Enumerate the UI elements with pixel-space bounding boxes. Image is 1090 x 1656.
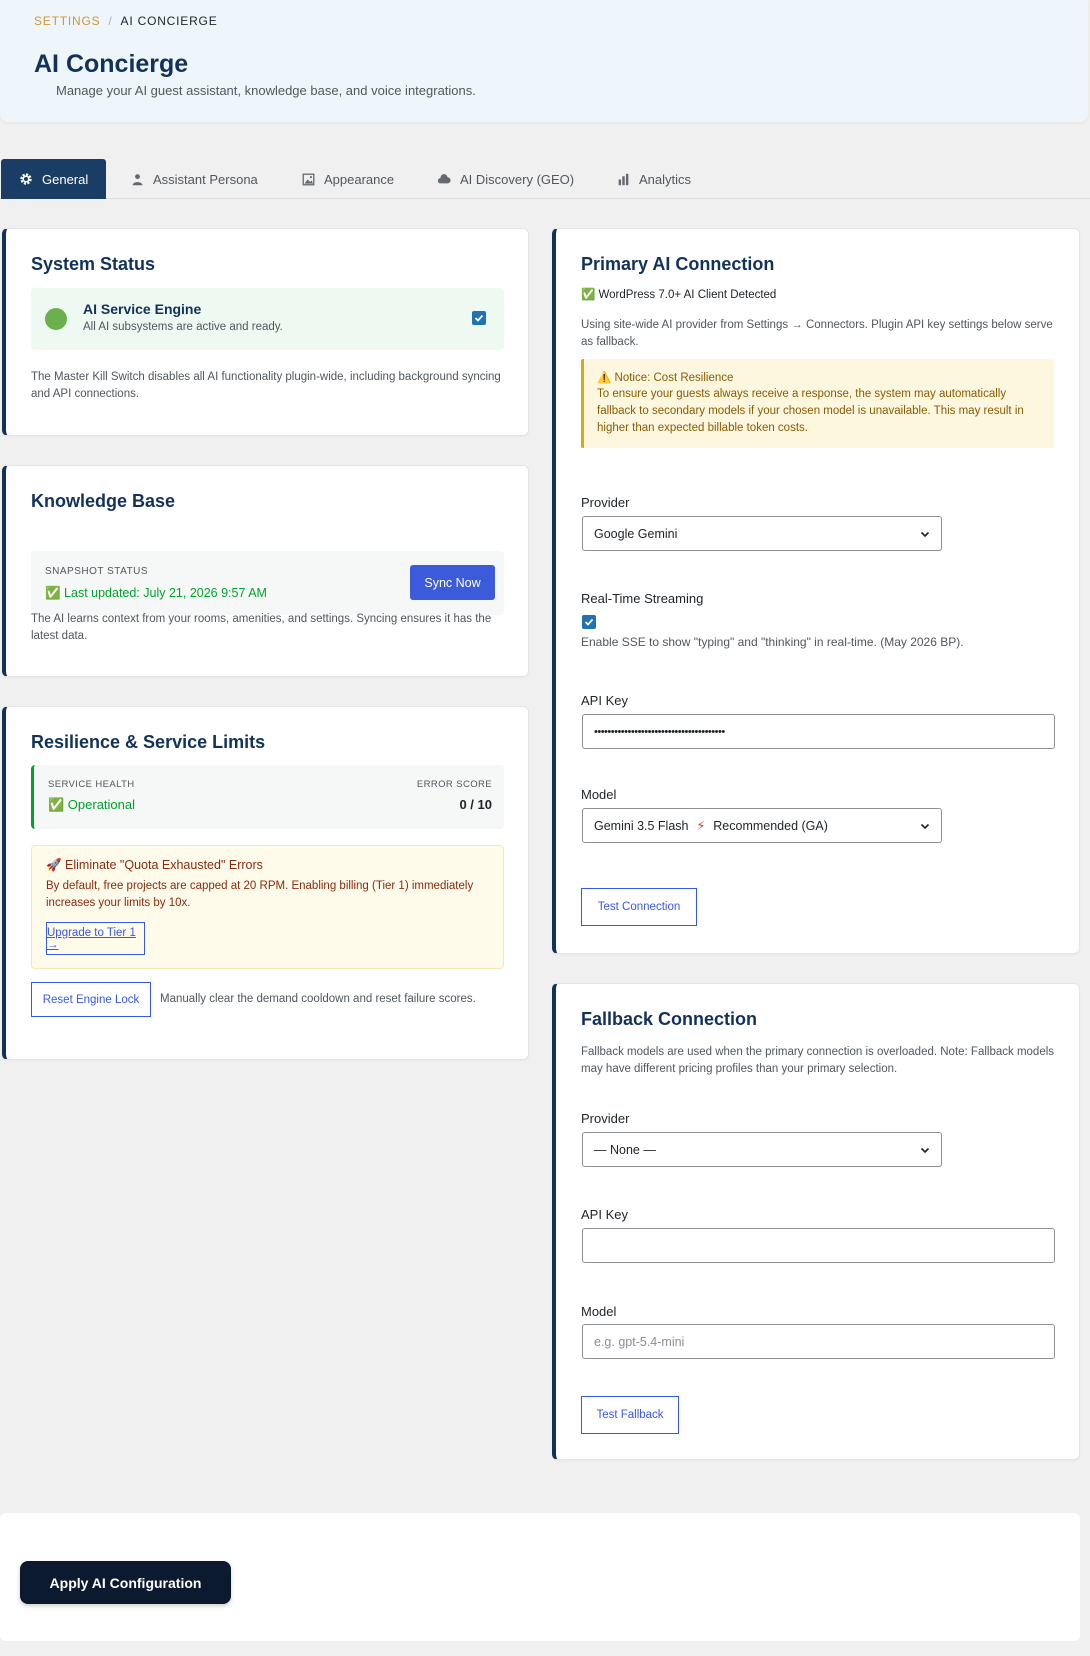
engine-status-box	[31, 288, 504, 350]
bar-chart-icon	[616, 172, 630, 186]
test-connection-button[interactable]: Test Connection	[581, 888, 697, 926]
fallback-api-key-input[interactable]	[582, 1228, 1055, 1263]
tab-label: Analytics	[639, 171, 692, 187]
quota-description: By default, free projects are capped at 20 RPM. Enabling billing (Tier 1) immediately increases your limits by 10x.	[46, 880, 474, 909]
streaming-description: Enable SSE to show "typing" and "thinking" in real-time. (May 2026 BP).	[581, 635, 964, 649]
card-title: Resilience & Service Limits	[31, 732, 266, 752]
model-select[interactable]	[582, 808, 942, 843]
model-selected-value: Gemini 3.5 Flash	[594, 818, 689, 833]
fallback-api-key-label: API Key	[581, 1207, 628, 1222]
chevron-down-icon	[919, 1144, 931, 1156]
streaming-label: Real-Time Streaming	[581, 591, 704, 606]
fallback-model-input[interactable]: e.g. gpt-5.4-mini	[582, 1324, 1055, 1359]
notice-body: To ensure your guests always receive a response, the system may automatically fallback to secondary models if your chosen model is unavailable. This may result in higher than expected billable token costs.	[597, 388, 1024, 434]
fallback-model-label: Model	[581, 1304, 617, 1319]
fallback-provider-value: — None —	[594, 1142, 656, 1157]
breadcrumb-current: AI CONCIERGE	[120, 14, 218, 28]
kill-switch-checkbox[interactable]	[472, 311, 486, 325]
knowledge-note: The AI learns context from your rooms, amenities, and settings. Syncing ensures it has the latest data.	[31, 613, 492, 642]
engine-description: All AI subsystems are active and ready.	[83, 321, 283, 333]
page-header	[0, 0, 1088, 122]
person-icon	[130, 172, 144, 186]
provider-select[interactable]	[582, 516, 942, 551]
gear-icon	[19, 172, 33, 186]
engine-name: AI Service Engine	[83, 301, 202, 317]
test-fallback-button[interactable]: Test Fallback	[581, 1396, 679, 1434]
breadcrumb-settings[interactable]: SETTINGS	[34, 14, 101, 28]
kill-switch-note: The Master Kill Switch disables all AI functionality plugin-wide, including background syncing and API connections.	[31, 371, 501, 400]
resilience-card	[2, 706, 529, 1060]
checkmark-icon	[584, 617, 594, 627]
provider-label: Provider	[581, 495, 630, 510]
reset-engine-lock-button[interactable]: Reset Engine Lock	[31, 982, 151, 1017]
fallback-note: Fallback models are used when the primary connection is overloaded. Note: Fallback models may have different pricing profiles than your primary selection.	[581, 1046, 1055, 1075]
card-title: Knowledge Base	[31, 491, 176, 511]
tab-assistant-persona[interactable]	[130, 159, 258, 199]
model-label: Model	[581, 787, 617, 802]
checkmark-icon	[474, 313, 484, 323]
ai-client-detected: ✅ WordPress 7.0+ AI Client Detected	[581, 289, 777, 301]
sync-now-button[interactable]: Sync Now	[410, 565, 495, 600]
service-health-value: ✅ Operational	[48, 797, 136, 812]
snapshot-value: ✅ Last updated: July 21, 2026 9:57 AM	[45, 586, 267, 600]
cost-resilience-notice	[581, 359, 1054, 448]
page-subtitle: Manage your AI guest assistant, knowledge base, and voice integrations.	[56, 83, 476, 98]
tab-general[interactable]	[1, 159, 106, 199]
status-indicator-dot	[45, 308, 67, 330]
tab-analytics[interactable]	[616, 159, 691, 199]
tab-label: Appearance	[324, 171, 395, 187]
card-title: System Status	[31, 254, 156, 274]
card-title: Fallback Connection	[581, 1009, 758, 1029]
fallback-provider-label: Provider	[581, 1111, 630, 1126]
tab-ai-discovery[interactable]	[437, 159, 574, 199]
image-icon	[301, 172, 315, 186]
tab-label: Assistant Persona	[153, 171, 258, 187]
quota-title: 🚀 Eliminate "Quota Exhausted" Errors	[46, 858, 263, 872]
fallback-provider-select[interactable]	[582, 1132, 942, 1167]
upgrade-tier-link[interactable]: Upgrade to Tier 1 →	[46, 922, 145, 955]
lightning-icon: ⚡	[696, 819, 706, 833]
knowledge-base-card	[2, 465, 529, 677]
service-health-box	[31, 765, 504, 829]
page-title: AI Concierge	[34, 50, 189, 78]
snapshot-status-box	[31, 551, 504, 615]
chevron-down-icon	[919, 820, 931, 832]
primary-connection-card	[552, 228, 1080, 954]
footer-bar	[0, 1513, 1080, 1641]
provider-source-note: Using site-wide AI provider from Settings → Connectors. Plugin API key settings below serve as fallback.	[581, 319, 1053, 348]
api-key-label: API Key	[581, 693, 628, 708]
provider-selected-value: Google Gemini	[594, 526, 678, 541]
fallback-connection-card	[552, 983, 1080, 1460]
notice-title: ⚠️ Notice: Cost Resilience	[597, 372, 734, 384]
tab-label: AI Discovery (GEO)	[460, 171, 575, 187]
tab-bar	[0, 159, 1090, 199]
reset-description: Manually clear the demand cooldown and reset failure scores.	[160, 993, 476, 1005]
snapshot-label: SNAPSHOT STATUS	[45, 566, 149, 577]
breadcrumb-separator: /	[108, 14, 113, 28]
streaming-checkbox[interactable]	[582, 615, 596, 629]
service-health-label: SERVICE HEALTH	[48, 779, 135, 790]
error-score-label: ERROR SCORE	[416, 779, 492, 790]
chevron-down-icon	[919, 528, 931, 540]
tab-label: General	[42, 171, 89, 187]
model-recommended-tag: Recommended (GA)	[713, 818, 828, 833]
tab-appearance[interactable]	[301, 159, 394, 199]
cloud-icon	[437, 172, 451, 186]
error-score-value: 0 / 10	[459, 797, 492, 812]
quota-callout	[31, 845, 504, 969]
api-key-input[interactable]: •••••••••••••••••••••••••••••••••••••••	[582, 714, 1055, 749]
card-title: Primary AI Connection	[581, 254, 775, 274]
apply-configuration-button[interactable]: Apply AI Configuration	[20, 1561, 231, 1604]
system-status-card	[2, 228, 529, 436]
breadcrumb	[34, 14, 218, 28]
